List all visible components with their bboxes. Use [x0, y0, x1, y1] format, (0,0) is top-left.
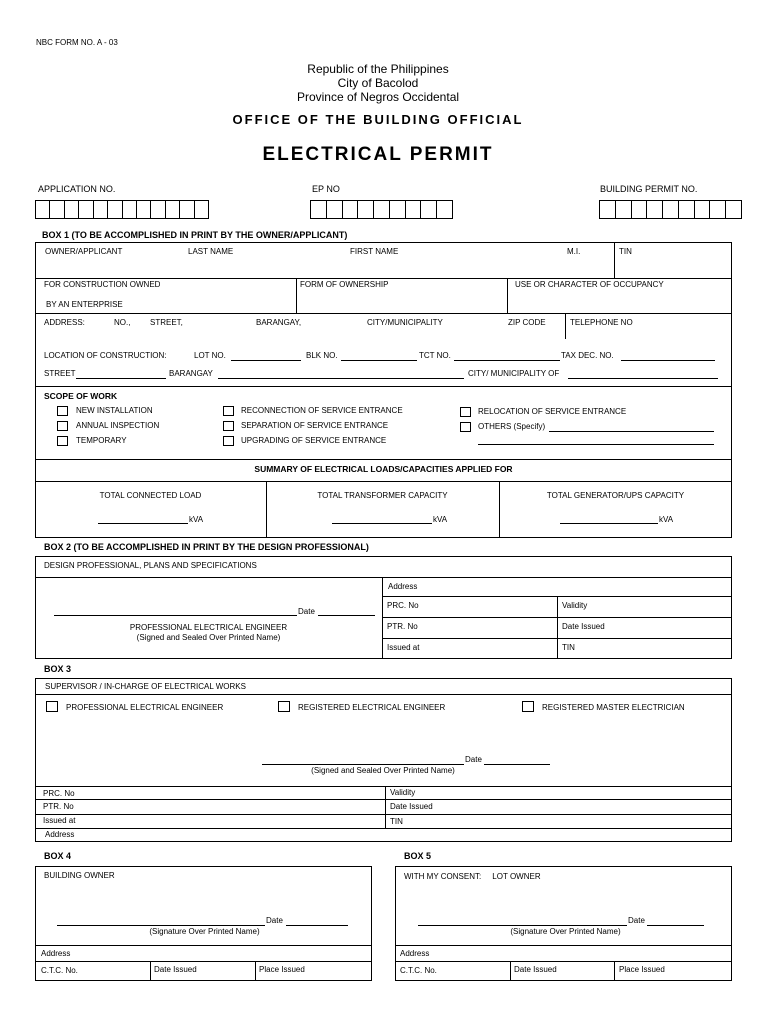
temporary-label: TEMPORARY: [76, 436, 127, 445]
prc-no-label: PRC. No: [387, 601, 419, 610]
construction-owned-label: FOR CONSTRUCTION OWNED: [44, 280, 161, 289]
building-owner-label: BUILDING OWNER: [44, 871, 115, 880]
owner-signature-line[interactable]: [57, 925, 265, 926]
tin-label: TIN: [619, 247, 632, 256]
temporary-checkbox[interactable]: [57, 436, 68, 446]
lot-no-label: LOT NO.: [194, 351, 226, 360]
header-block: [0, 62, 756, 104]
kva-unit-3: kVA: [659, 515, 674, 524]
summary-heading: SUMMARY OF ELECTRICAL LOADS/CAPACITIES APPLIED FOR: [254, 464, 513, 474]
page-title: ELECTRICAL PERMIT: [262, 144, 494, 165]
date-issued-label: Date Issued: [562, 622, 605, 631]
ptr-no-label: PTR. No: [387, 622, 418, 631]
address-label: Address: [41, 949, 71, 958]
upgrading-checkbox[interactable]: [223, 436, 234, 446]
ptr-no-label: PTR. No: [43, 802, 74, 811]
box5: [395, 866, 732, 981]
first-name-label: FIRST NAME: [350, 247, 399, 256]
place-issued-label: Place Issued: [259, 965, 305, 974]
street-label: STREET,: [150, 318, 183, 327]
header-line-1: Republic of the Philippines: [307, 62, 449, 76]
address-label: ADDRESS:: [44, 318, 85, 327]
annual-inspection-label: ANNUAL INSPECTION: [76, 421, 160, 430]
consent-label: WITH MY CONSENT: LOT OWNER: [404, 872, 541, 881]
others-field-2[interactable]: [478, 444, 714, 445]
supervisor-label: SUPERVISOR / IN-CHARGE OF ELECTRICAL WORKS: [45, 682, 246, 691]
lot-no-field[interactable]: [231, 360, 301, 361]
ree-checkbox[interactable]: [278, 701, 290, 712]
last-name-label: LAST NAME: [188, 247, 234, 256]
separation-label: SEPARATION OF SERVICE ENTRANCE: [241, 421, 389, 430]
city-of-field[interactable]: [568, 378, 718, 379]
date-label: Date: [298, 607, 315, 616]
form-number: NBC FORM NO. A - 03: [36, 38, 118, 47]
building-permit-no-field[interactable]: [599, 200, 742, 219]
others-label: OTHERS (Specify): [478, 422, 546, 431]
others-checkbox[interactable]: [460, 422, 471, 432]
transformer-field[interactable]: [332, 523, 432, 524]
form-of-ownership-label: FORM OF OWNERSHIP: [300, 280, 389, 289]
signed-sealed-label: (Signed and Sealed Over Printed Name): [136, 633, 281, 642]
ree-option-label: REGISTERED ELECTRICAL ENGINEER: [298, 703, 446, 712]
tax-dec-label: TAX DEC. NO.: [561, 351, 614, 360]
new-installation-label: NEW INSTALLATION: [76, 406, 153, 415]
tax-dec-field[interactable]: [621, 360, 715, 361]
kva-unit-2: kVA: [433, 515, 448, 524]
application-no-label: APPLICATION NO.: [38, 184, 116, 194]
header-line-3: Province of Negros Occidental: [296, 90, 460, 104]
box4: [35, 866, 372, 981]
total-generator-label: TOTAL GENERATOR/UPS CAPACITY: [546, 491, 685, 500]
zip-code-label: ZIP CODE: [508, 318, 546, 327]
design-date-field[interactable]: [318, 615, 375, 616]
lot-owner-date-field[interactable]: [647, 925, 704, 926]
address-label: Address: [388, 582, 418, 591]
box4-heading: BOX 4: [44, 851, 72, 861]
city-municipality-label: CITY/MUNICIPALITY: [367, 318, 443, 327]
annual-inspection-checkbox[interactable]: [57, 421, 68, 431]
kva-unit-1: kVA: [189, 515, 204, 524]
pee-option-label: PROFESSIONAL ELECTRICAL ENGINEER: [66, 703, 224, 712]
by-enterprise-label: BY AN ENTERPRISE: [46, 300, 123, 309]
validity-label: Validity: [390, 788, 416, 797]
barangay2-field[interactable]: [218, 378, 464, 379]
blk-no-field[interactable]: [341, 360, 417, 361]
ep-no-field[interactable]: [310, 200, 453, 219]
address-label: Address: [45, 830, 75, 839]
telephone-label: TELEPHONE NO: [570, 318, 633, 327]
relocation-checkbox[interactable]: [460, 407, 471, 417]
pee-checkbox[interactable]: [46, 701, 58, 712]
ep-no-label: EP NO: [312, 184, 340, 194]
signed-sealed-label: (Signed and Sealed Over Printed Name): [311, 766, 455, 775]
header-line-2: City of Bacolod: [337, 76, 419, 90]
blk-no-label: BLK NO.: [306, 351, 338, 360]
mi-label: M.I.: [567, 247, 581, 256]
relocation-label: RELOCATION OF SERVICE ENTRANCE: [478, 407, 627, 416]
total-connected-load-label: TOTAL CONNECTED LOAD: [99, 491, 202, 500]
issued-at-label: Issued at: [43, 816, 76, 825]
barangay2-label: BARANGAY: [169, 369, 213, 378]
signature-label: (Signature Over Printed Name): [510, 927, 621, 936]
box2: [35, 556, 732, 659]
reconnection-label: RECONNECTION OF SERVICE ENTRANCE: [241, 406, 403, 415]
pee-label: PROFESSIONAL ELECTRICAL ENGINEER: [129, 623, 288, 632]
owner-applicant-label: OWNER/APPLICANT: [45, 247, 123, 256]
lot-owner-signature-line[interactable]: [418, 925, 627, 926]
application-no-field[interactable]: [35, 200, 209, 219]
design-signature-line[interactable]: [54, 615, 297, 616]
tct-no-label: TCT NO.: [419, 351, 451, 360]
tin-label: TIN: [390, 817, 403, 826]
box5-heading: BOX 5: [404, 851, 432, 861]
date-label: Date: [266, 916, 283, 925]
supervisor-date-field[interactable]: [484, 764, 550, 765]
upgrading-label: UPGRADING OF SERVICE ENTRANCE: [241, 436, 387, 445]
tin-label: TIN: [562, 643, 575, 652]
address-label: Address: [400, 949, 430, 958]
supervisor-signature-line[interactable]: [262, 764, 464, 765]
date-label: Date: [465, 755, 482, 764]
reconnection-checkbox[interactable]: [223, 406, 234, 416]
date-issued-label: Date Issued: [514, 965, 557, 974]
issued-at-label: Issued at: [387, 643, 420, 652]
building-permit-no-label: BUILDING PERMIT NO.: [600, 184, 698, 194]
signature-label: (Signature Over Printed Name): [149, 927, 260, 936]
validity-label: Validity: [562, 601, 588, 610]
city-of-label: CITY/ MUNICIPALITY OF: [468, 369, 560, 378]
rme-option-label: REGISTERED MASTER ELECTRICIAN: [542, 703, 685, 712]
place-issued-label: Place Issued: [619, 965, 665, 974]
use-character-label: USE OR CHARACTER OF OCCUPANCY: [515, 280, 664, 289]
rme-checkbox[interactable]: [522, 701, 534, 712]
street2-field[interactable]: [76, 378, 166, 379]
prc-no-label: PRC. No: [43, 789, 75, 798]
date-issued-label: Date Issued: [390, 802, 433, 811]
tct-no-field[interactable]: [454, 360, 560, 361]
office-title: OFFICE OF THE BUILDING OFFICIAL: [232, 112, 524, 127]
scope-of-work-label: SCOPE OF WORK: [44, 391, 118, 401]
box3-heading: BOX 3: [44, 664, 72, 674]
design-professional-label: DESIGN PROFESSIONAL, PLANS AND SPECIFICATIONS: [44, 561, 257, 570]
others-field[interactable]: [549, 431, 714, 432]
location-label: LOCATION OF CONSTRUCTION:: [44, 351, 167, 360]
ctc-no-label: C.T.C. No.: [41, 966, 78, 975]
box1-heading: BOX 1 (TO BE ACCOMPLISHED IN PRINT BY THE OWNER/APPLICANT): [42, 230, 348, 240]
street2-label: STREET: [44, 369, 76, 378]
ctc-no-label: C.T.C. No.: [400, 966, 437, 975]
total-transformer-label: TOTAL TRANSFORMER CAPACITY: [317, 491, 448, 500]
new-installation-checkbox[interactable]: [57, 406, 68, 416]
barangay-label: BARANGAY,: [256, 318, 302, 327]
generator-field[interactable]: [560, 523, 658, 524]
separation-checkbox[interactable]: [223, 421, 234, 431]
no-label: NO.,: [114, 318, 131, 327]
box2-heading: BOX 2 (TO BE ACCOMPLISHED IN PRINT BY THE DESIGN PROFESSIONAL): [44, 542, 369, 552]
owner-date-field[interactable]: [286, 925, 348, 926]
date-label: Date: [628, 916, 645, 925]
date-issued-label: Date Issued: [154, 965, 197, 974]
connected-load-field[interactable]: [98, 523, 188, 524]
